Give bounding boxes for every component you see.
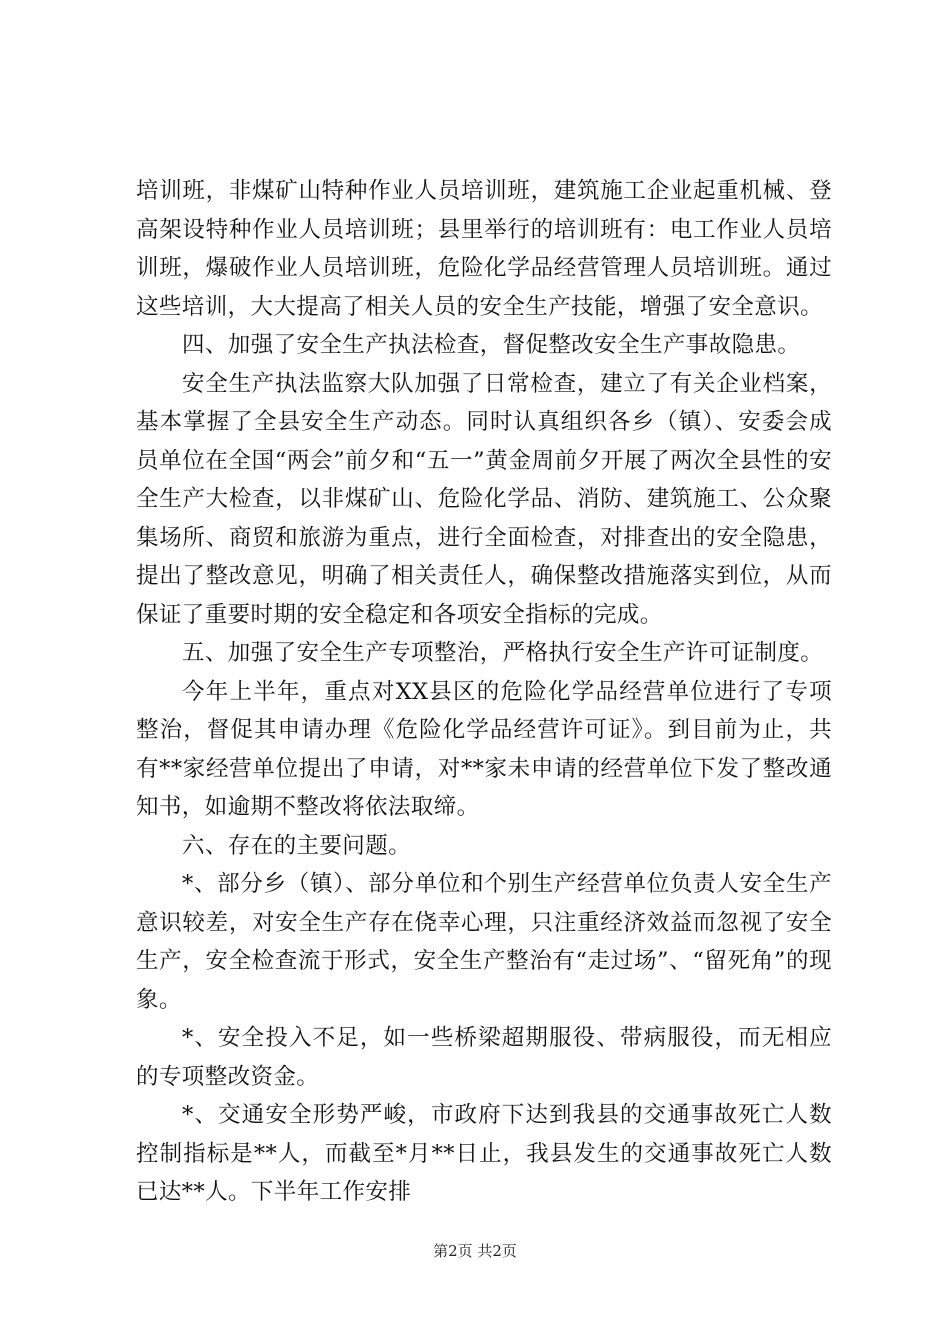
paragraph-inspection: 安全生产执法监察大队加强了日常检查，建立了有关企业档案，基本掌握了全县安全生产动态。同时认真组织各乡（镇）、安委会成员单位在全国“两会”前夕和“五一”黄金周前夕开展了两次全县性的安全生产大检查，以非煤矿山、危险化学品、消防、建筑施工、公众聚集场所、商贸和旅游为重点，进行全面检查，对排查出的安全隐患，提出了整改意见，明确了相关责任人，确保整改措施落实到位，从而保证了重要时期的安全稳定和各项安全指标的完成。 bbox=[136, 370, 832, 628]
problem-item-investment: *、安全投入不足，如一些桥梁超期服役、带病服役，而无相应的专项整改资金。 bbox=[136, 1025, 832, 1090]
paragraph-training-list: 培训班，非煤矿山特种作业人员培训班，建筑施工企业起重机械、登高架设特种作业人员培训班；县里举行的培训班有：电工作业人员培训班，爆破作业人员培训班，危险化学品经营管理人员培训班。通过这些培训，大大提高了相关人员的安全生产技能，增强了安全意识。 bbox=[136, 178, 832, 320]
heading-section-4: 四、加强了安全生产执法检查，督促整改安全生产事故隐患。 bbox=[182, 332, 801, 358]
document-body bbox=[136, 172, 832, 1212]
heading-section-6: 六、存在的主要问题。 bbox=[182, 832, 412, 859]
problem-item-traffic: *、交通安全形势严峻，市政府下达到我县的交通事故死亡人数控制指标是**人，而截至*月**日止，我县发生的交通事故死亡人数已达**人。下半年工作安排 bbox=[136, 1102, 832, 1205]
problem-item-awareness: *、部分乡（镇）、部分单位和个别生产经营单位负责人安全生产意识较差，对安全生产存在侥幸心理，只注重经济效益而忽视了安全生产，安全检查流于形式，安全生产整治有“走过场”、“留死角”的现象。 bbox=[136, 871, 832, 1013]
page-number-footer: 第2页 共2页 bbox=[433, 1242, 517, 1260]
heading-section-5: 五、加强了安全生产专项整治，严格执行安全生产许可证制度。 bbox=[182, 640, 824, 666]
paragraph-special-rectification: 今年上半年，重点对XX县区的危险化学品经营单位进行了专项整治，督促其申请办理《危险化学品经营许可证》。到目前为止，共有**家经营单位提出了申请，对**家未申请的经营单位下发了整改通知书，如逾期不整改将依法取缔。 bbox=[136, 678, 832, 820]
